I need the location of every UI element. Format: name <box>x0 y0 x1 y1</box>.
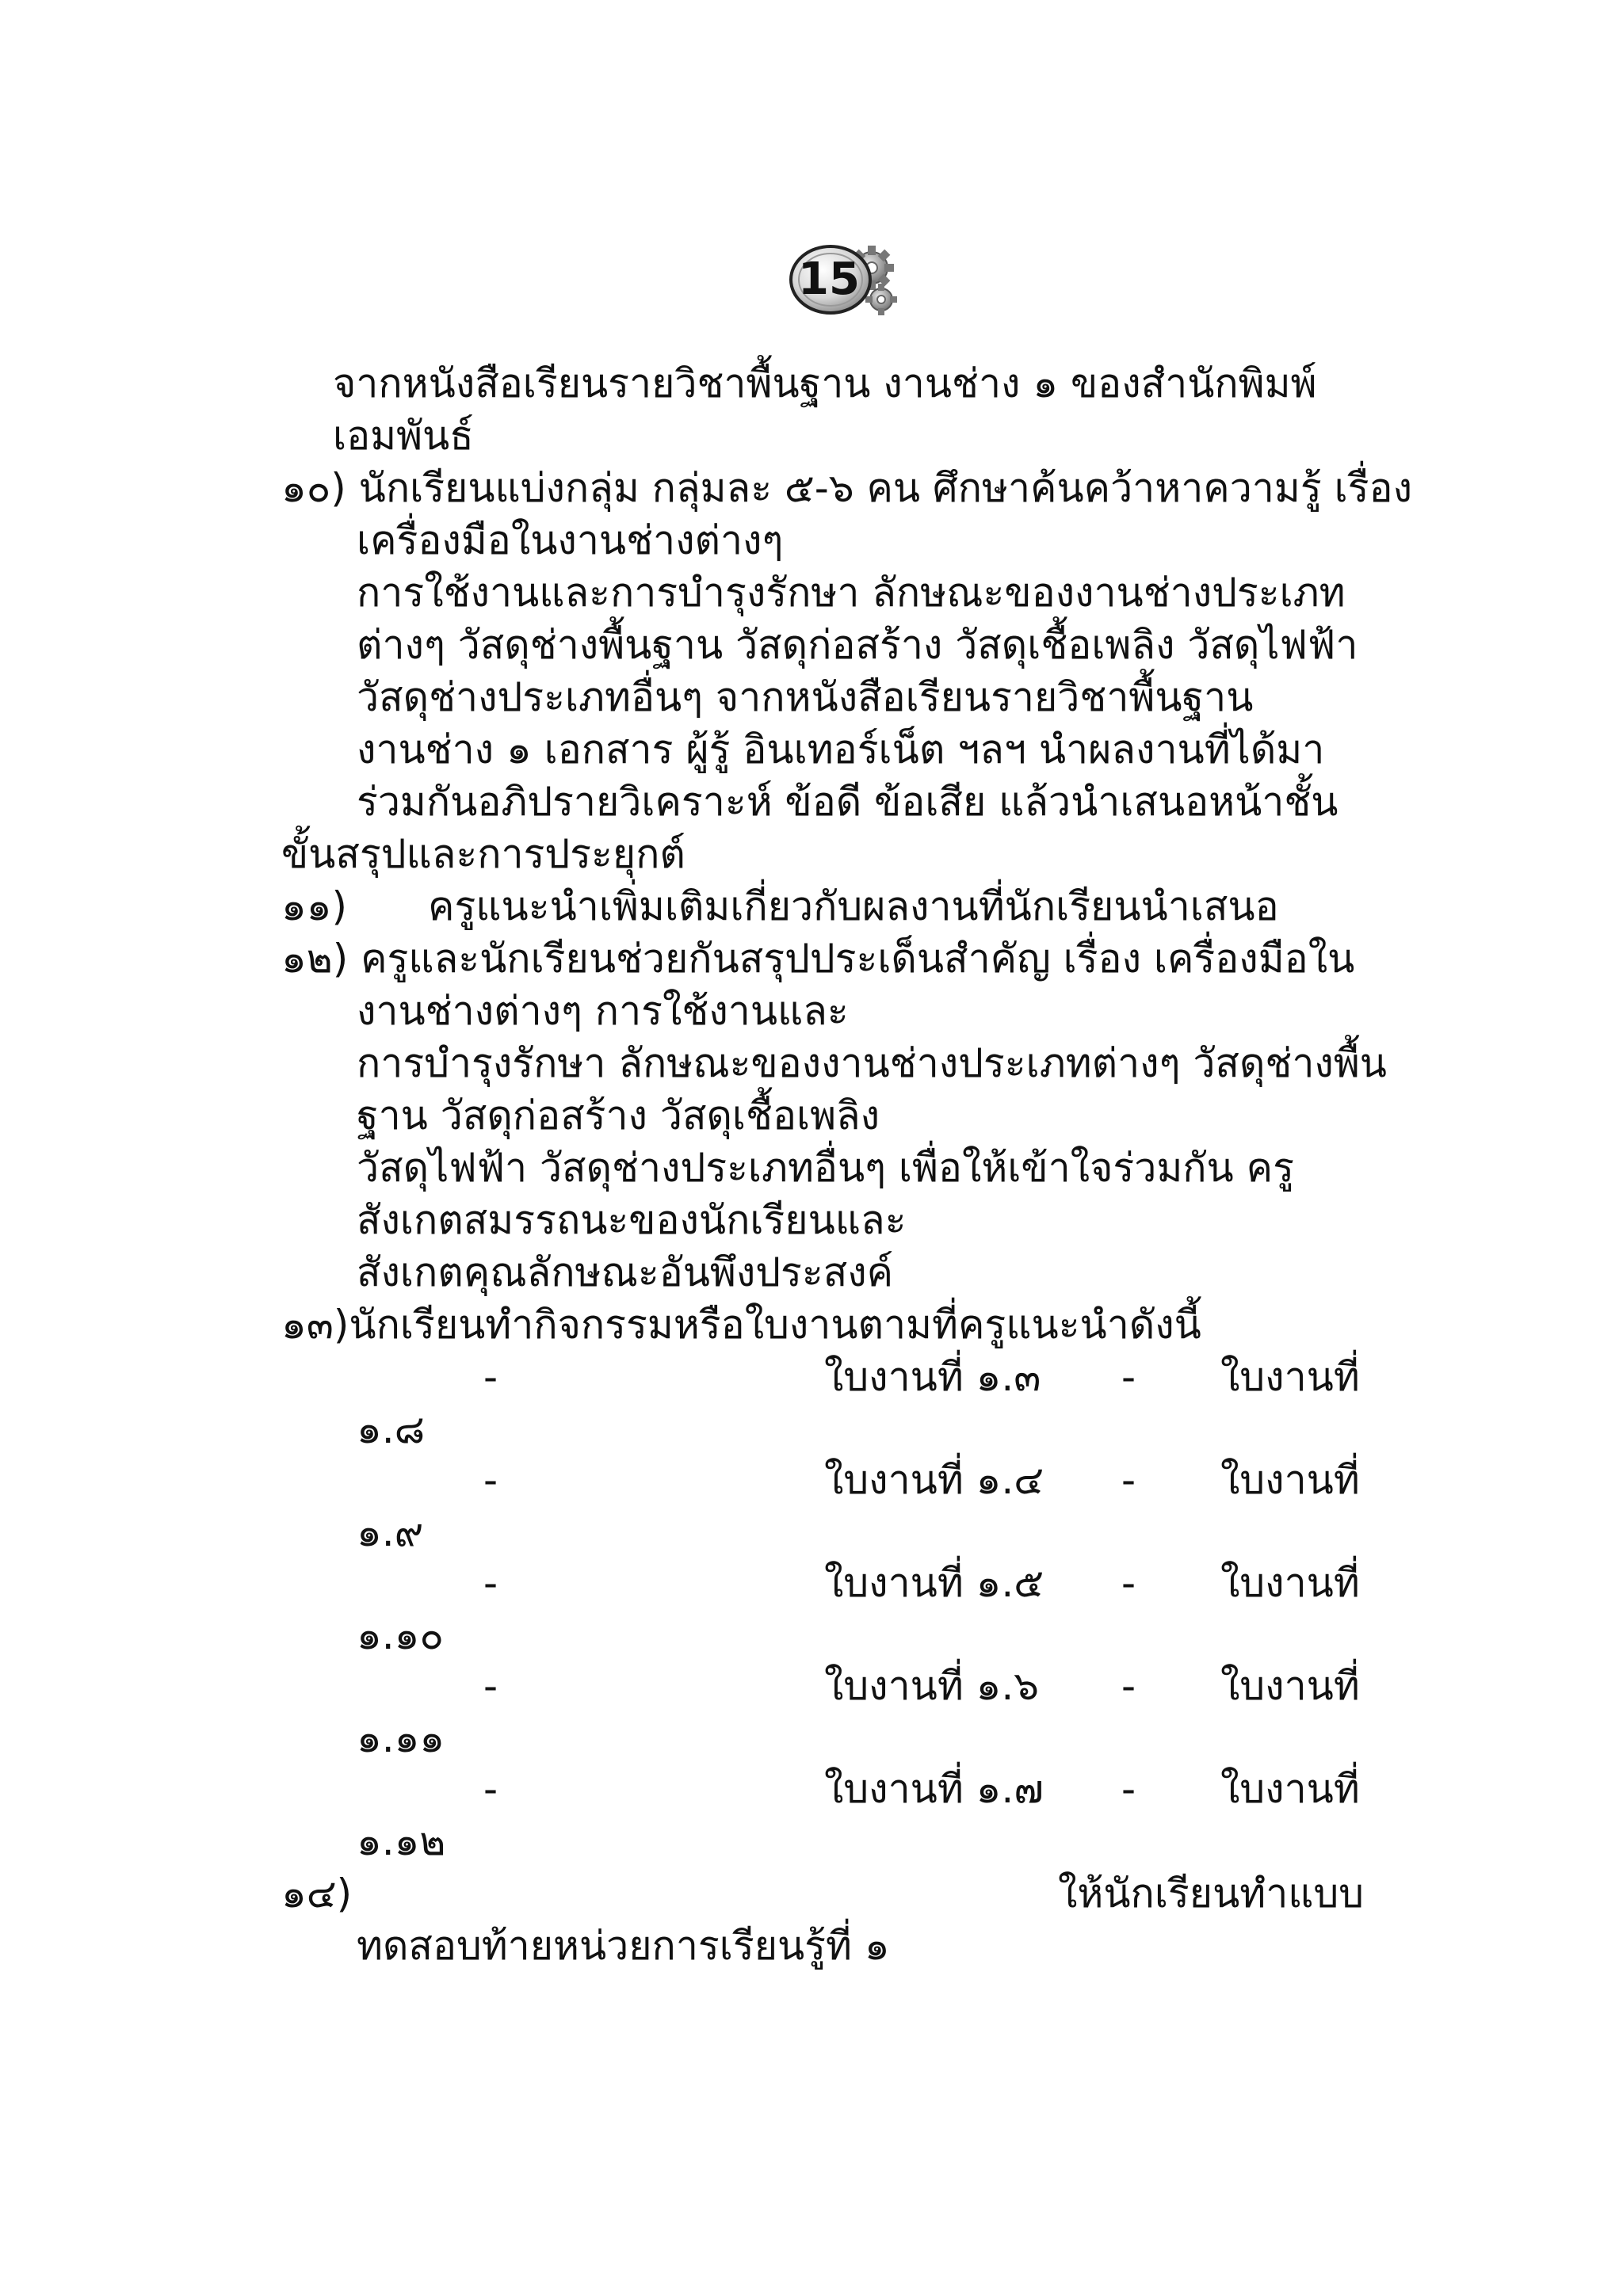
text-line: เอมพันธ์ <box>333 413 474 459</box>
page-number-badge <box>785 236 903 323</box>
worksheet-label: ใบงานที่ ๑.๗ <box>824 1766 1044 1812</box>
text-line: การบำรุงรักษา ลักษณะของงานช่างประเภทต่างๆ วัสดุช่างพื้น <box>357 1040 1387 1086</box>
worksheet-label: ใบงานที่ <box>1220 1560 1360 1606</box>
dash: - <box>483 1560 498 1606</box>
text-line: ร่วมกันอภิปรายวิเคราะห์ ข้อดี ข้อเสีย แล้วนำเสนอหน้าชั้น <box>357 779 1338 825</box>
text-line: ครูแนะนำเพิ่มเติมเกี่ยวกับผลงานที่นักเรียนนำเสนอ <box>428 883 1279 929</box>
worksheet-number: ๑.๘ <box>357 1406 426 1452</box>
dash: - <box>483 1663 498 1709</box>
text-line: ฐาน วัสดุก่อสร้าง วัสดุเชื้อเพลิง <box>357 1093 880 1138</box>
text-line: วัสดุไฟฟ้า วัสดุช่างประเภทอื่นๆ เพื่อให้เข้าใจร่วมกัน ครู <box>357 1145 1294 1191</box>
text-line: ๑๓)นักเรียนทำกิจกรรมหรือใบงานตามที่ครูแนะนำดังนี้ <box>281 1302 1201 1348</box>
worksheet-label: ใบงานที่ <box>1220 1766 1360 1812</box>
worksheet-label: ใบงานที่ ๑.๔ <box>824 1457 1044 1503</box>
text-line: งานช่าง ๑ เอกสาร ผู้รู้ อินเทอร์เน็ต ฯลฯ นำผลงานที่ได้มา <box>357 727 1325 772</box>
worksheet-number: ๑.๑๐ <box>357 1612 444 1658</box>
dash: - <box>1121 1663 1136 1709</box>
worksheet-label: ใบงานที่ ๑.๓ <box>824 1354 1041 1400</box>
dash: - <box>483 1766 498 1812</box>
text-line: สังเกตคุณลักษณะอันพึงประสงค์ <box>357 1249 894 1295</box>
text-line: ต่างๆ วัสดุช่างพื้นฐาน วัสดุก่อสร้าง วัสดุเชื้อเพลิง วัสดุไฟฟ้า <box>357 622 1358 668</box>
page-number: 15 <box>798 254 860 305</box>
text-line: ให้นักเรียนทำแบบ <box>1058 1871 1364 1917</box>
text-line: วัสดุช่างประเภทอื่นๆ จากหนังสือเรียนรายวิชาพื้นฐาน <box>357 674 1254 720</box>
worksheet-label: ใบงานที่ ๑.๖ <box>824 1663 1040 1709</box>
worksheet-label: ใบงานที่ <box>1220 1354 1360 1400</box>
dash: - <box>1121 1766 1136 1812</box>
text-line: จากหนังสือเรียนรายวิชาพื้นฐาน งานช่าง ๑ ของสำนักพิมพ์ <box>333 360 1317 406</box>
text-line: เครื่องมือในงานช่างต่างๆ <box>357 517 784 563</box>
dash: - <box>1121 1354 1136 1400</box>
text-line: การใช้งานและการบำรุงรักษา ลักษณะของงานช่างประเภท <box>357 570 1346 616</box>
text-line: งานช่างต่างๆ การใช้งานและ <box>357 988 849 1034</box>
worksheet-label: ใบงานที่ <box>1220 1663 1360 1709</box>
worksheet-number: ๑.๙ <box>357 1509 424 1555</box>
text-line: สังเกตสมรรถนะของนักเรียนและ <box>357 1197 907 1243</box>
section-heading: ขั้นสรุปและการประยุกต์ <box>281 831 685 877</box>
text-line: ทดสอบท้ายหน่วยการเรียนรู้ที่ ๑ <box>357 1923 890 1969</box>
worksheet-label: ใบงานที่ ๑.๕ <box>824 1560 1044 1606</box>
text-line: ๑๐) นักเรียนแบ่งกลุ่ม กลุ่มละ ๕-๖ คน ศึกษาค้นคว้าหาความรู้ เรื่อง <box>281 465 1412 511</box>
item-number: ๑๑) <box>281 883 347 929</box>
dash: - <box>1121 1560 1136 1606</box>
worksheet-number: ๑.๑๒ <box>357 1818 446 1864</box>
dash: - <box>1121 1457 1136 1503</box>
worksheet-label: ใบงานที่ <box>1220 1457 1360 1503</box>
item-number: ๑๔) <box>281 1871 353 1917</box>
dash: - <box>483 1354 498 1400</box>
text-line: ๑๒) ครูและนักเรียนช่วยกันสรุปประเด็นสำคัญ เรื่อง เครื่องมือใน <box>281 936 1355 982</box>
dash: - <box>483 1457 498 1503</box>
worksheet-number: ๑.๑๑ <box>357 1715 445 1761</box>
